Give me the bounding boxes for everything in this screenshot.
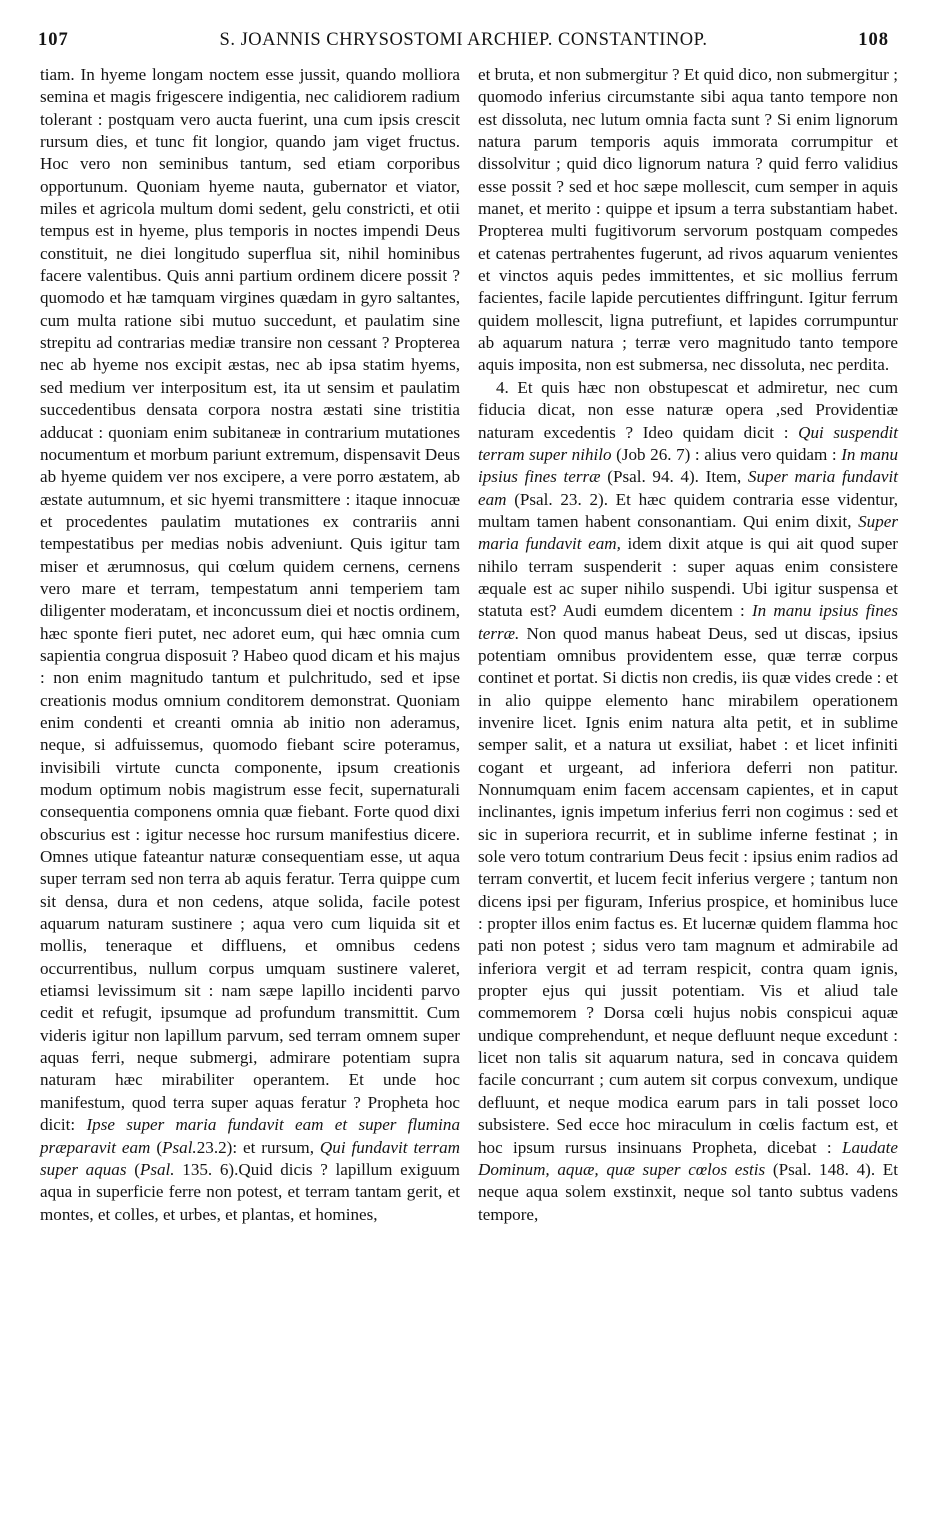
left-column xyxy=(40,64,460,1226)
paragraph-4 xyxy=(478,377,898,1226)
running-title: S. JOANNIS CHRYSOSTOMI ARCHIEP. CONSTANTINOP. xyxy=(219,30,708,50)
body-text: Non quod manus habeat Deus, sed ut discas, ipsius potentiam omnibus providentem esse, quæ terræ corpus continet et portat. Si dictis non credis, iis quæ vides crede : et in alio quippe elemento hanc mirabilem operationem invenire licet. Ignis enim natura alta petit, et in sublime semper salit, et a natura ut exsiliat, habet : et licet infiniti cogant et urgeant, ad inferiora deferri non patitur. Nonnumquam enim facem accensam capientes, et in caput inclinantes, ignis impetum inferius ferri non cogimus : sed et sic in superiora recurrit, et in sublime inferne festinat ; in sole vero totum contrarium Deus fecit : ipsius enim radios ad terram convertit, et lucem fecit inferius vergere ; tantum non dicens ipsi per figuram, Inferius prospice, et hominibus luce : propter illos enim factus es. Et lucernæ quidem flamma hoc pati non potest ; sidus vero tam magnum et admirabile ad inferiora vergit et ad terram respicit, contra quam ignis, propter ejus qui jussit potentiam. Vis et aliud tale commemorem ? Dorsa cœli hujus nobis conspicui aquæ undique comprehendunt, et neque defluunt neque excedunt : licet non talis sit aquarum natura, sed in concava quidem facile concurrant ; cum autem sit corpus convexum, undique defluunt, et neque modica earum pars in tali posset loco subsistere. Sed ecce hoc miraculum in cœlis factum est, et hoc ipsum rursus insinuans Propheta, dicebat : xyxy=(478,623,898,1157)
paragraph xyxy=(478,64,898,377)
scripture-quote: Qui suspendit terram super nihilo xyxy=(478,422,898,464)
scripture-quote: In manu ipsius fines terræ xyxy=(478,444,899,487)
body-text: 23.2): et rursum, xyxy=(196,1137,314,1157)
paragraph xyxy=(40,64,460,1226)
citation-abbrev: Psal. xyxy=(139,1159,175,1179)
page-number-right: 108 xyxy=(858,30,889,50)
scripture-quote: Super maria fundavit eam xyxy=(478,467,899,509)
body-text: ( xyxy=(156,1137,163,1157)
body-text: idem dixit atque is qui ait quod super nihilo terram suspenderit : super aquas enim consistere æquale est ac super nihilo suspendi. Ubi igitur suspensa et statuta est? Audi eumdem dicentem : xyxy=(478,534,898,621)
body-text: (Job 26. 7) : alius vero quidam : xyxy=(616,444,837,464)
page-number-left: 107 xyxy=(38,30,69,50)
citation-abbrev: Psal. xyxy=(162,1137,197,1157)
body-text: 4. Et quis hæc non obstupescat et admiretur, nec cum fiducia dicat, non esse naturæ opera ,sed Providentiæ naturam excedentis ? Ideo quidam dicit : xyxy=(478,377,898,442)
body-text: (Psal. 148. 4). Et neque aqua solem exstinxit, neque sol tanto subtus vadens tempore, xyxy=(478,1159,898,1224)
body-text: (Psal. 23. 2). Et hæc quidem contraria esse videntur, multam tamen habent consonantiam. Qui enim dixit, xyxy=(478,489,898,531)
running-header xyxy=(34,30,893,56)
scripture-quote: Qui fundavit terram super aquas xyxy=(40,1137,460,1179)
body-text: et bruta, et non submergitur ? Et quid dico, non submergitur ; quomodo inferius circumstante sibi aqua tanto tempore non est dissoluta, nec lutum omnia facta sunt ? Si enim lignorum natura parum temporis aquis immorata corrumpitur et dissolvitur ; quid dico lignorum natura ? quid ferro validius esse possit ? sed et hoc sæpe mollescit, cum semper in aquis manet, et merito : quippe et ipsum a terra substantiam habet. Propterea multi fugitivorum servorum postquam compedes et catenas pertrahentes fugerunt, ad rivos aquarum venientes et vinctos aquis pedes immittentes, et sic mollius ferrum facientes, facile lapide percutientes diffringunt. Igitur ferrum quidem mollescit, ligna putrefiunt, et lapides corrumpuntur ab aquarum natura ; terræ vero magnitudo tanto tempore aquis imposita, non est submersa, nec dissoluta, nec perdita. xyxy=(478,65,898,375)
scripture-quote: In manu ipsius fines terræ. xyxy=(478,601,898,643)
scripture-quote: Laudate Dominum, aquæ, quæ super cœlos estis xyxy=(478,1137,898,1179)
body-text: tiam. In hyeme longam noctem esse jussit, quando molliora semina et magis frigescere indigentia, nec calidiorem radium tolerant : postquam vero aucta fuerint, una cum ipsis crescit rursum dies, et tunc fit longior, quando jam viget fructus. Hoc vero non seminibus tantum, sed etiam corporibus opportunum. Quoniam hyeme nauta, gubernator et viator, miles et agricola multum domi sedent, gelu constricti, et otii tempus est in hyeme, plus temporis in noctes impendi Deus constituit, ne diei longitudo superflua sit, nihil hominibus facere valentibus. Quis anni partium ordinem dicere possit ? quomodo et hæ tamquam virgines quædam in gyro saltantes, cum multa ratione sibi mutuo succedunt, et paulatim sine strepitu ad contrarias mediæ transire non cessant ? Propterea nec ab hyeme nos excipit æstas, nec ab ipsa statim hyems, sed medium ver interpositum est, ita ut sensim et paulatim succedentibus densata corpora nostra æstati sine tristitia adducat : quoniam enim subitaneæ in contrarium mutationes nocumentum et morbum pariunt extremum, dispensavit Deus ab hyeme quidem ver nos excipere, a vere porro æstatem, ab æstate autumnum, et sic hyemi transmittere : itaque innocuæ et procedentes paulatim mutationes ex contrariis anni tempestatibus per medias nobis adveniunt. Quis igitur tam miser et ærumnosus, qui cœlum quidem cernens, cernens vero mare et terram, tempestatum anni temperiem tam diligenter moderatam, et inconcussum diei et noctis ordinem, hæc sponte fieri putet, nec adoret eum, qui hæc omnia cum sapientia congrua disposuit ? Habeo quod dicam et his majus : non enim magnitudo tantum et pulchritudo, sed et ipse creationis modus omnium conditorem demonstrat. Quoniam enim condenti et creanti omnia ab initio non aderamus, neque, si adfuissemus, quomodo fiebant scire poteramus, invisibili virtute cuncta componente, ipsum creationis modum optimum nobis magistrum esse fecit, supernaturali consequentia componens omnia quæ fiebant. Forte quod dixi obscurius est : igitur necesse hoc rursum manifestius dicere. Omnes utique fateantur naturæ consequentiam esse, ut aqua super terram sed non terra ab aquis feratur. Terra quippe cum sit densa, dura et non cedens, atque solida, facile potest aquarum naturam sustinere ; aqua vero cum liquida sit et mollis, teneraque et diffluens, et omnibus cedens occurrentibus, nullum corpus umquam sustinere valeret, etiamsi levissimum sit : nam sæpe lapillo incidenti parvo cedit et refugit, ipsumque ad profundum transmittit. Cum videris igitur non lapillum parvum, sed terram omnem super aquas ferri, neque submergi, admirare potentiam supra naturam hæc mirabiliter operantem. Et unde hoc manifestum, quod terra super aquas feratur ? Propheta hoc dicit: xyxy=(40,65,460,1135)
body-text: ( xyxy=(134,1159,140,1179)
scripture-quote: Ipse super maria fundavit eam et super flumina præparavit eam xyxy=(40,1115,460,1157)
right-column xyxy=(478,64,898,1226)
scripture-quote: Super maria fundavit eam, xyxy=(478,511,898,554)
body-text: 135. 6).Quid dicis ? lapillum exiguum aqua in superficie ferre non potest, et terram tantam gerit, et montes, et colles, et urbes, et plantas, et homines, xyxy=(40,1159,460,1224)
body-text: (Psal. 94. 4). Item, xyxy=(607,467,742,487)
